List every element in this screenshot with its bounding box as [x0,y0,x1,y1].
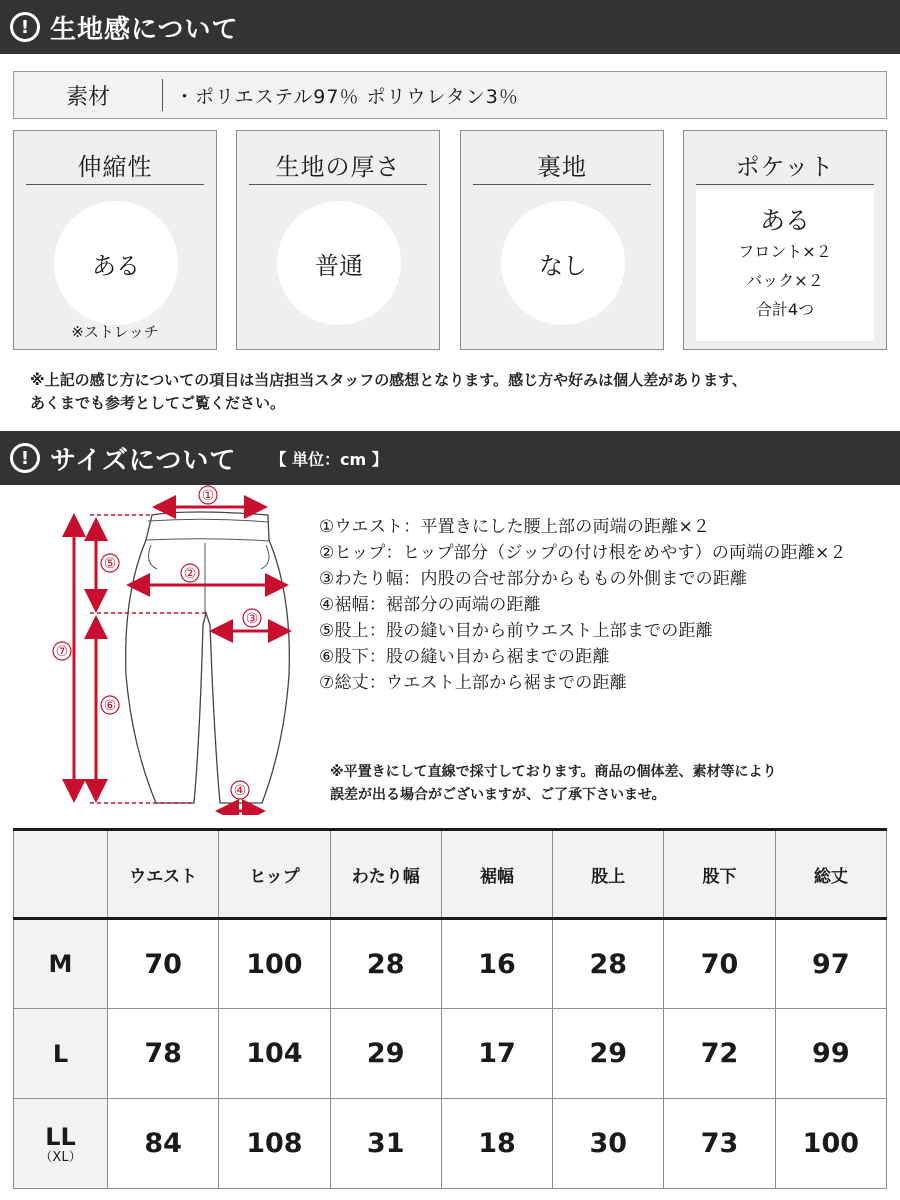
table-cell: 72 [664,1009,775,1099]
pocket-panel [696,189,874,341]
unit-label: 【 単位：cm 】 [270,449,388,469]
size-section-title: サイズについて [50,445,237,476]
pocket-value: ある [759,206,810,235]
lining-label: 裏地 [473,147,651,185]
fabric-disclaimer [30,369,747,415]
size-table-corner [14,830,108,919]
legend-item-rise: ⑤股上：股の縫い目から前ウエスト上部までの距離 [319,621,713,641]
legend-item-length: ⑦総丈：ウエスト上部から裾までの距離 [319,673,627,693]
table-cell: 28 [553,919,664,1009]
table-cell: 84 [108,1099,219,1189]
table-cell: 100 [775,1099,886,1189]
exclamation-icon: ! [10,443,40,473]
pocket-detail-front: フロント×２ [738,242,832,261]
col-header-hem: 裾幅 [441,830,552,919]
table-cell: 18 [441,1099,552,1189]
marker-1: ① [201,488,215,504]
col-header-hip: ヒップ [219,830,330,919]
table-cell: 16 [441,919,552,1009]
measurement-note [330,761,777,807]
pocket-detail-back: バック×２ [746,271,824,290]
col-header-rise: 股上 [553,830,664,919]
table-row [14,1099,887,1189]
marker-2: ② [183,566,197,582]
fabric-section-title: 生地感について [50,14,239,45]
row-header-ll-sub: （XL） [39,1149,82,1165]
stretch-value: ある [54,201,178,325]
stretch-note: ※ストレッチ [71,323,159,341]
table-cell: 108 [219,1099,330,1189]
legend-item-inseam: ⑥股下：股の縫い目から裾までの距離 [319,647,610,667]
measurement-legend [319,514,847,696]
table-cell: 78 [108,1009,219,1099]
stretch-label: 伸縮性 [26,147,204,185]
table-cell: 70 [664,919,775,1009]
col-header-length: 総丈 [775,830,886,919]
material-divider [162,79,163,111]
thickness-label: 生地の厚さ [249,147,427,185]
pocket-detail-total: 合計4つ [755,300,815,319]
thickness-value: 普通 [277,201,401,325]
table-cell: 28 [330,919,441,1009]
lining-box [460,130,664,350]
material-label: 素材 [65,84,110,110]
marker-7: ⑦ [55,644,69,660]
pocket-box [683,130,887,350]
table-cell: 29 [553,1009,664,1099]
thickness-box [236,130,440,350]
row-header-l: L [14,1009,108,1099]
row-header-m: M [14,919,108,1009]
col-header-thigh: わたり幅 [330,830,441,919]
pants-diagram [40,485,310,815]
disclaimer-line-2: あくまでも参考としてご覧ください。 [30,394,286,412]
table-cell: 100 [219,919,330,1009]
table-cell: 29 [330,1009,441,1099]
col-header-waist: ウエスト [108,830,219,919]
table-row [14,1009,887,1099]
size-table-header-row [14,830,887,919]
pants-outline [126,512,290,803]
measurement-note-line-1: ※平置きにして直線で採寸しております。商品の個体差、素材等により [330,764,777,780]
row-header-ll [14,1099,108,1189]
col-header-inseam: 股下 [664,830,775,919]
table-cell: 17 [441,1009,552,1099]
table-cell: 73 [664,1099,775,1189]
table-cell: 104 [219,1009,330,1099]
table-cell: 70 [108,919,219,1009]
size-table [13,828,887,1189]
pocket-label: ポケット [696,147,874,185]
table-cell: 99 [775,1009,886,1099]
material-row [13,71,887,119]
size-section-header [0,431,900,485]
legend-item-thigh: ③わたり幅：内股の合せ部分からももの外側までの距離 [319,569,748,589]
stretch-box [13,130,217,350]
exclamation-icon: ! [10,12,40,42]
marker-6: ⑥ [103,698,117,714]
disclaimer-line-1: ※上記の感じ方についての項目は当店担当スタッフの感想となります。感じ方や好みは個人差があります、 [30,371,747,389]
table-cell: 97 [775,919,886,1009]
material-value: ・ポリエステル97％ ポリウレタン3％ [175,85,519,108]
legend-item-hip: ②ヒップ：ヒップ部分（ジップの付け根をめやす）の両端の距離×２ [319,543,847,563]
table-row [14,919,887,1009]
marker-5: ⑤ [103,556,117,572]
legend-item-hem: ④裾幅：裾部分の両端の距離 [319,595,541,615]
measurement-note-line-2: 誤差が出る場合がございますが、ご了承下さいませ。 [330,787,666,803]
marker-3: ③ [245,611,259,627]
row-header-ll-size: LL [45,1122,76,1151]
table-cell: 30 [553,1099,664,1189]
legend-item-waist: ①ウエスト：平置きにした腰上部の両端の距離×２ [319,517,711,537]
table-cell: 31 [330,1099,441,1189]
marker-4: ④ [233,783,247,799]
lining-value: なし [501,201,625,325]
fabric-section-header [0,0,900,54]
